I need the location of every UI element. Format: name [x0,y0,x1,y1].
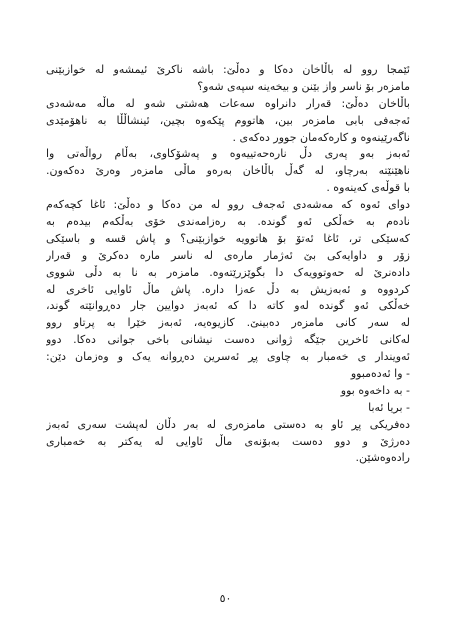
text-line: ئێمجا روو لە باڵاخان دەکا و دەڵێ: باشە ناکرێ ئیمشەو لە خوازبێنی [46,63,410,76]
text-line: ناهێنێتە بەرچاو، لە گەڵ باڵاخان بەرەو ماڵی مامزەر وەرێ دەکەون. [46,164,410,178]
text-line: دادەنرێ لە حەوتوویەک دا بگوێزرێتەوە. مامزەر بە نا بە دڵی شووی [46,265,410,279]
text-line: زۆر و داوایەکی بێ ئەژمار مارەی لە ناسر مارە دەکرێ و قەرار [46,248,410,262]
body-text [46,62,410,467]
text-line: ئەویندار ی خەمبار بە چاوی پڕ ئەسرین دەڕوانە یەک و وەزمان دێن: [46,350,410,364]
text-line: دەفریکی پڕ ئاو بە دەستی مامزەری لە بەر دڵان لەپشت سەری ئەبەز [46,417,410,431]
dialogue-line: - بە داخەوە بوو [340,383,410,397]
text-line: با قوڵەی کەینەوە . [326,181,410,195]
text-line: لەکانی ئاخرین جێگە ژوانی دەست نیشانی باخی جوانی دەکا. دوو [46,333,410,347]
text-line: ناگەرێینەوە و کارەکەمان جوور دەکەی . [232,130,410,144]
text-line: کەسێکی تر، ئاغا ئەتۆ بۆ هاتوویە خوازبێنی؟ و پاش قسە و باسێکی [46,231,410,245]
text-line: رادەوەشێن. [355,451,410,465]
text-line: لە سەر کانی مامزەر دەبینێ. کازیوەیە، ئەبەز خێرا بە پرتاو روو [46,316,410,330]
dialogue-line: - بریا ئەبا [368,400,410,414]
page-number: ٥٠ [219,592,232,605]
text-line: ئەجەفی بابی مامزەر بین، هاتووم پێکەوە بچین، ئینشاڵڵا بە ناهۆمێدی [46,113,410,127]
dialogue-line: - وا ئەدەمبوو [350,367,410,381]
text-line: نادەم بە خەڵکی ئەو گوندە. بە رەزامەندی خۆی بەڵکەم بیدەم بە [46,215,410,229]
text-line: مامزەر بۆ ناسر واز بێنن و بیخەینە سپەی شەو؟ [197,79,410,93]
text-line: ئەبەز بەو پەری دڵ نارەحەتییەوە و پەشۆکاوی، بەڵام رواڵەتی وا [46,147,410,161]
text-line: کردووە و ئەبەزیش بە دڵ عەزا دارە. پاش ماڵ ئاوایی ئاخری لە [46,282,410,296]
text-line: دوای ئەوە کە مەشەدی ئەجەف روو لە من دەکا و دەڵێ: ئاغا کچەکەم [46,198,410,212]
text-line: باڵاخان دەڵێ: قەرار دانراوە سەعات هەشتی شەو لە ماڵە مەشەدی [46,96,410,110]
text-line: خەڵکی ئەو گوندە لەو کاتە دا کە ئەبەز دوایین جار دەڕوانێتە گوند، [46,299,410,313]
text-line: دەرژێ و دوو دەست بەبۆنەی ماڵ ئاوایی لە یەکتر بە خەمباری [46,434,410,448]
